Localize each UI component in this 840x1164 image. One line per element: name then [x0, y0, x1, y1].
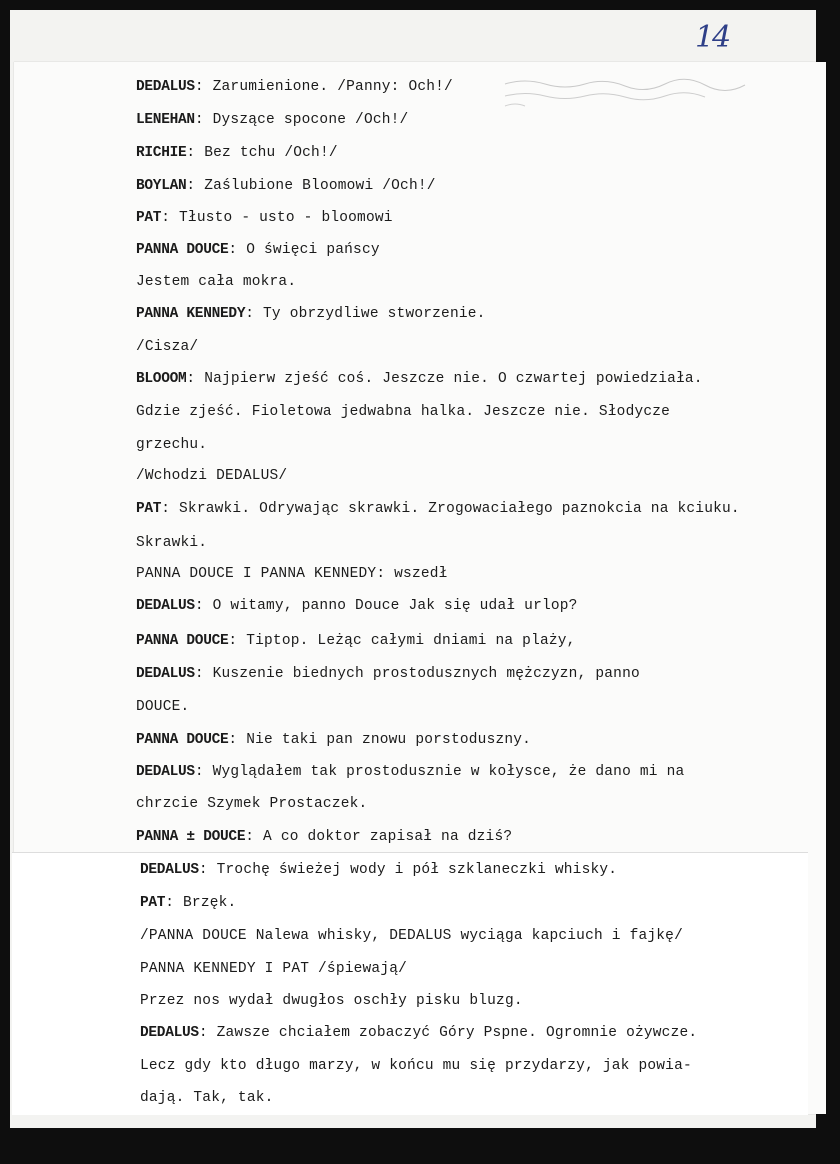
text-line: BLOOOM: Najpierw zjeść coś. Jeszcze nie. O czwartej powiedziała.	[136, 371, 703, 387]
text-line: DOUCE.	[136, 699, 190, 715]
text-line: PANNA DOUCE: O święci pańscy	[136, 242, 380, 258]
text-line: grzechu.	[136, 437, 208, 453]
text-line: /PANNA DOUCE Nalewa whisky, DEDALUS wyciąga kapciuch i fajkę/	[140, 928, 683, 944]
text-line: chrzcie Szymek Prostaczek.	[136, 796, 368, 812]
text-line: Skrawki.	[136, 535, 208, 551]
text-line: BOYLAN: Zaślubione Bloomowi /Och!/	[136, 178, 436, 194]
text-line: PANNA ± DOUCE: A co doktor zapisał na dziś?	[136, 829, 513, 845]
text-line: DEDALUS: Trochę świeżej wody i pół szklaneczki whisky.	[140, 862, 618, 878]
text-line: PAT: Tłusto - usto - bloomowi	[136, 210, 393, 226]
text-line: DEDALUS: Kuszenie biednych prostodusznych mężczyzn, panno	[136, 666, 640, 682]
text-line: Przez nos wydał dwugłos oschły pisku bluzg.	[140, 993, 523, 1009]
text-line: DEDALUS: O witamy, panno Douce Jak się udał urlop?	[136, 598, 578, 614]
text-line: DEDALUS: Zawsze chciałem zobaczyć Góry Pspne. Ogromnie ożywcze.	[140, 1025, 698, 1041]
text-line: DEDALUS: Zarumienione. /Panny: Och!/	[136, 79, 453, 95]
text-line: LENEHAN: Dyszące spocone /Och!/	[136, 112, 409, 128]
text-line: PANNA KENNEDY: Ty obrzydliwe stworzenie.	[136, 306, 486, 322]
text-line: /Wchodzi DEDALUS/	[136, 468, 288, 484]
text-line: Gdzie zjeść. Fioletowa jedwabna halka. Jeszcze nie. Słodycze	[136, 404, 671, 420]
text-line: Jestem cała mokra.	[136, 274, 297, 290]
pasted-strip	[12, 852, 808, 1115]
text-line: PAT: Skrawki. Odrywając skrawki. Zrogowaciałego paznokcia na kciuku.	[136, 501, 740, 517]
text-line: PAT: Brzęk.	[140, 895, 237, 911]
text-line: PANNA KENNEDY I PAT /śpiewają/	[140, 961, 408, 977]
pencil-annotation-scribble	[500, 72, 780, 112]
text-line: PANNA DOUCE: Nie taki pan znowu porstoduszny.	[136, 732, 532, 748]
text-line: DEDALUS: Wyglądałem tak prostodusznie w kołysce, że dano mi na	[136, 764, 685, 780]
handwritten-page-number: 14	[695, 20, 730, 55]
text-line: PANNA DOUCE: Tiptop. Leżąc całymi dniami na plaży,	[136, 633, 576, 649]
text-line: PANNA DOUCE I PANNA KENNEDY: wszedł	[136, 566, 448, 582]
text-line: /Cisza/	[136, 339, 199, 355]
text-line: Lecz gdy kto długo marzy, w końcu mu się przydarzy, jak powia-	[140, 1058, 692, 1074]
text-line: dają. Tak, tak.	[140, 1090, 274, 1106]
text-line: RICHIE: Bez tchu /Och!/	[136, 145, 338, 161]
